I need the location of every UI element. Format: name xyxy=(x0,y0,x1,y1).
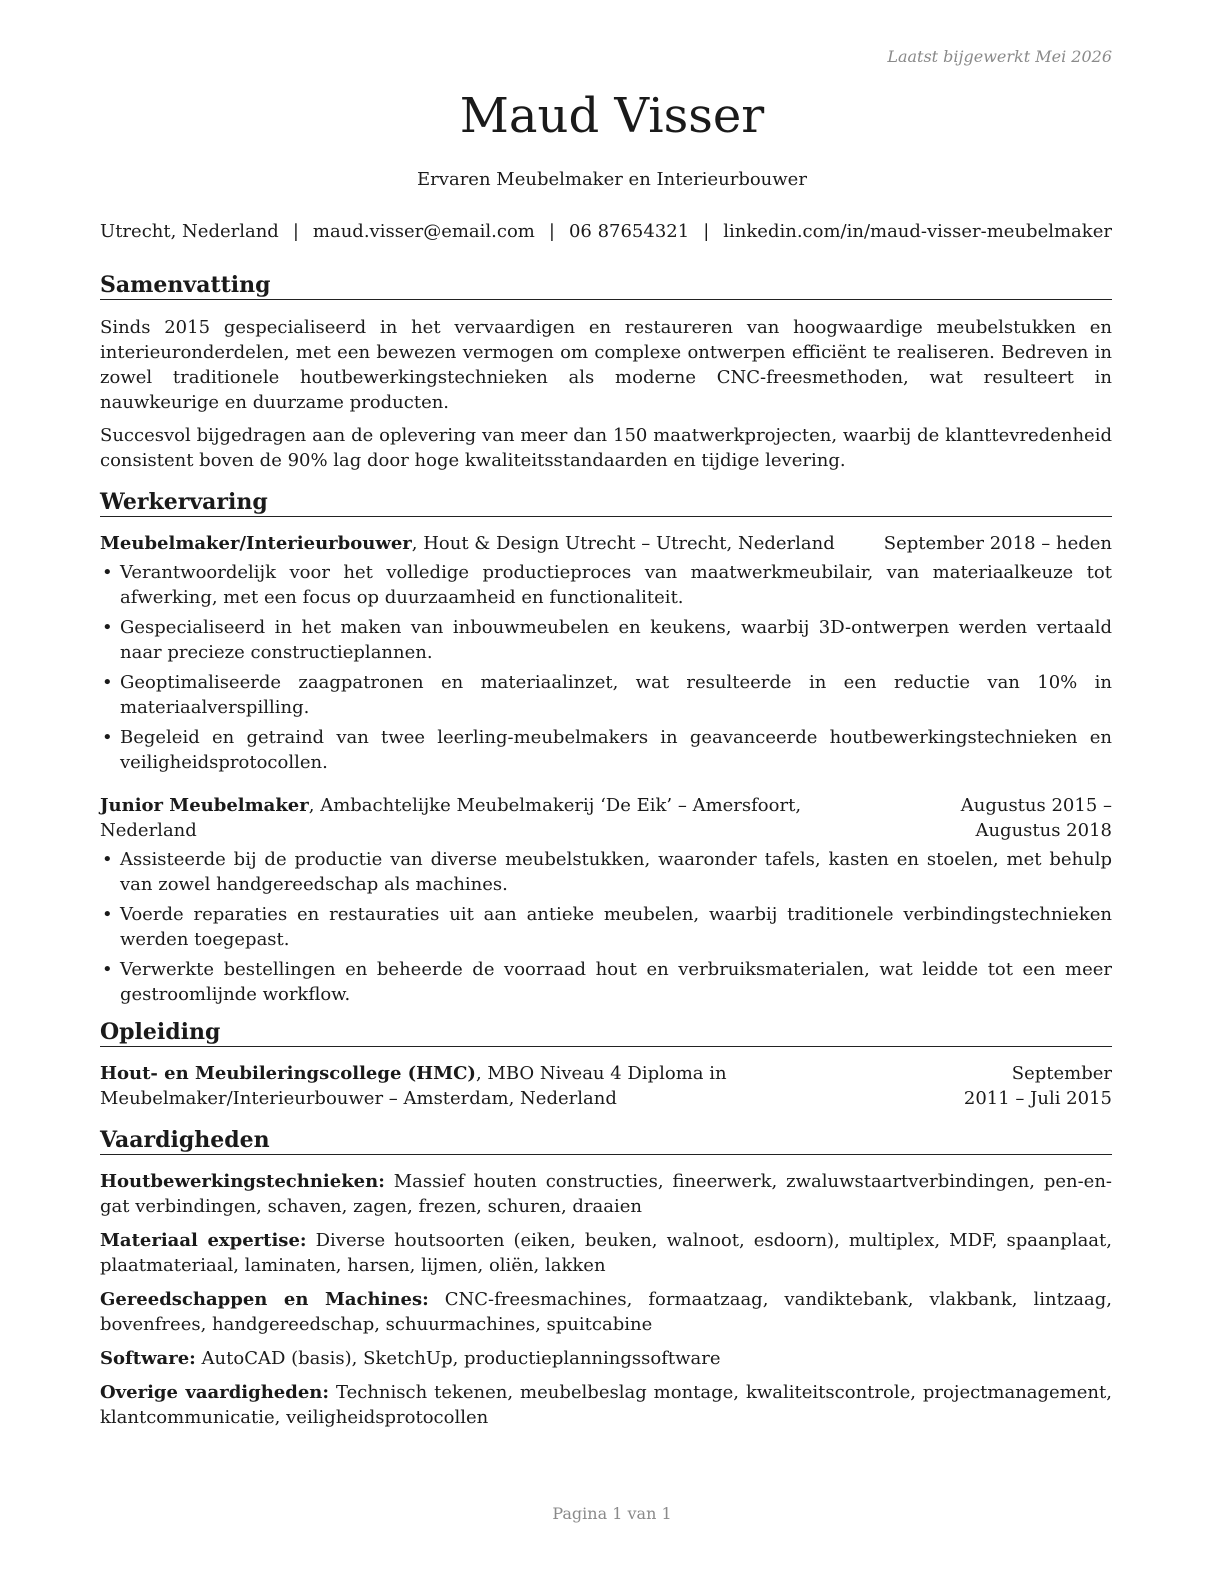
contact-linkedin[interactable]: linkedin.com/in/maud-visser-meubelmaker xyxy=(723,221,1112,242)
skill-label: Software: xyxy=(100,1348,196,1369)
contact-separator: | xyxy=(703,221,710,242)
education-section xyxy=(100,1019,1112,1111)
job-bullet: • Geoptimaliseerde zaagpatronen en materiaalinzet, wat resulteerde in een reductie van 10% in materiaalverspilling. xyxy=(100,670,1112,720)
contact-phone[interactable]: 06 87654321 xyxy=(568,221,690,242)
skill-row xyxy=(100,1169,1112,1219)
job-dates: September 2018 – heden xyxy=(883,533,1112,554)
summary-paragraph: Succesvol bijgedragen aan de oplevering van meer dan 150 maatwerkprojecten, waarbij de klanttevredenheid consistent boven de 90% lag door hoge kwaliteitsstandaarden en tijdige levering. xyxy=(100,425,1112,471)
job-header xyxy=(100,531,1112,556)
job-bullet: • Assisteerde bij de productie van diverse meubelstukken, waaronder tafels, kasten en stoelen, met behulp van zowel handgereedschap als machines. xyxy=(100,847,1112,897)
skill-text: CNC-freesmachines, formaatzaag, vandiktebank, vlakbank, lintzaag, bovenfrees, handgereedschap, schuurmachines, spuitcabine xyxy=(100,1289,1113,1335)
education-line xyxy=(100,1061,938,1111)
job-bullet: • Begeleid en getraind van twee leerling-meubelmakers in geavanceerde houtbewerkingstechnieken en veiligheidsprotocollen. xyxy=(100,725,1112,775)
job-bullet: • Verantwoordelijk voor het volledige productieproces van maatwerkmeubilair, van materiaalkeuze tot afwerking, met een focus op duurzaamheid en functionaliteit. xyxy=(100,560,1112,610)
summary-paragraph: Sinds 2015 gespecialiseerd in het vervaardigen en restaureren van hoogwaardige meubelstukken en interieuronderdelen, met een bewezen vermogen om complexe ontwerpen efficiënt te realiseren. Bedreven in zowel traditionele houtbewerkingstechnieken als moderne CNC-freesmethoden, wat resulteert in nauwkeurige en duurzame producten. xyxy=(100,317,1112,413)
candidate-name: Maud Visser xyxy=(459,88,765,144)
job-role: Meubelmaker/Interieurbouwer xyxy=(100,533,412,554)
contact-line xyxy=(100,219,1112,244)
job-organization: , Ambachtelijke Meubelmakerij ‘De Eik’ – Amersfoort, Nederland xyxy=(100,795,802,841)
skill-label: Houtbewerkingstechnieken: xyxy=(100,1171,385,1192)
section-title-summary: Samenvatting xyxy=(100,272,1112,300)
education-school: Hout- en Meubileringscollege (HMC) xyxy=(100,1063,476,1084)
last-updated: Laatst bijgewerkt Mei 2026 xyxy=(887,47,1112,66)
contact-separator: | xyxy=(548,221,555,242)
skill-label: Overige vaardigheden: xyxy=(100,1382,330,1403)
education-entry xyxy=(100,1061,1112,1111)
resume-body xyxy=(100,272,1112,1439)
contact-location: Utrecht, Nederland xyxy=(100,221,279,242)
job-header xyxy=(100,793,1112,843)
job-bullet: • Verwerkte bestellingen en beheerde de voorraad hout en verbruiksmaterialen, wat leidde tot een meer gestroomlijnde workflow. xyxy=(100,957,1112,1007)
skill-text: AutoCAD (basis), SketchUp, productieplanningssoftware xyxy=(195,1348,721,1369)
skill-text: Technisch tekenen, meubelbeslag montage, kwaliteitscontrole, projectmanagement, klantcommunicatie, veiligheidsprotocollen xyxy=(100,1382,1112,1428)
skill-row xyxy=(100,1380,1112,1430)
job-entry xyxy=(100,531,1112,775)
education-detail: , MBO Niveau 4 Diploma in Meubelmaker/Interieurbouwer – Amsterdam, Nederland xyxy=(100,1063,727,1109)
section-title-skills: Vaardigheden xyxy=(100,1127,1112,1155)
skills-section xyxy=(100,1127,1112,1430)
skill-row xyxy=(100,1346,1112,1371)
job-role: Junior Meubelmaker xyxy=(100,795,309,816)
job-title-line xyxy=(100,793,858,843)
job-bullets xyxy=(100,847,1112,1007)
education-dates: September 2011 – Juli 2015 xyxy=(963,1063,1112,1109)
skill-row xyxy=(100,1287,1112,1337)
job-title-line xyxy=(100,531,860,556)
skill-text: Massief houten constructies, fineerwerk, zwaluwstaartverbindingen, pen-en-gat verbindingen, schaven, zagen, frezen, schuren, draaien xyxy=(100,1171,1112,1217)
job-bullets xyxy=(100,560,1112,775)
section-title-experience: Werkervaring xyxy=(100,489,1112,517)
skill-label: Materiaal expertise: xyxy=(100,1230,307,1251)
skill-row xyxy=(100,1228,1112,1278)
skill-text: Diverse houtsoorten (eiken, beuken, walnoot, esdoorn), multiplex, MDF, spaanplaat, plaatmateriaal, laminaten, harsen, lijmen, oliën, lakken xyxy=(100,1230,1112,1276)
job-bullet: • Gespecialiseerd in het maken van inbouwmeubelen en keukens, waarbij 3D-ontwerpen werden vertaald naar precieze constructieplannen. xyxy=(100,615,1112,665)
summary-section xyxy=(100,272,1112,473)
section-title-education: Opleiding xyxy=(100,1019,1112,1047)
experience-section xyxy=(100,489,1112,1007)
contact-email[interactable]: maud.visser@email.com xyxy=(312,221,535,242)
job-organization: , Hout & Design Utrecht – Utrecht, Nederland xyxy=(411,533,835,554)
skill-label: Gereedschappen en Machines: xyxy=(100,1289,429,1310)
job-bullet: • Voerde reparaties en restauraties uit aan antieke meubelen, waarbij traditionele verbindingstechnieken werden toegepast. xyxy=(100,902,1112,952)
skills-list xyxy=(100,1169,1112,1430)
contact-separator: | xyxy=(292,221,299,242)
job-entry xyxy=(100,793,1112,1007)
job-dates: Augustus 2015 – Augustus 2018 xyxy=(960,795,1112,841)
candidate-subtitle: Ervaren Meubelmaker en Interieurbouwer xyxy=(417,169,807,190)
page-number: Pagina 1 van 1 xyxy=(552,1504,672,1523)
